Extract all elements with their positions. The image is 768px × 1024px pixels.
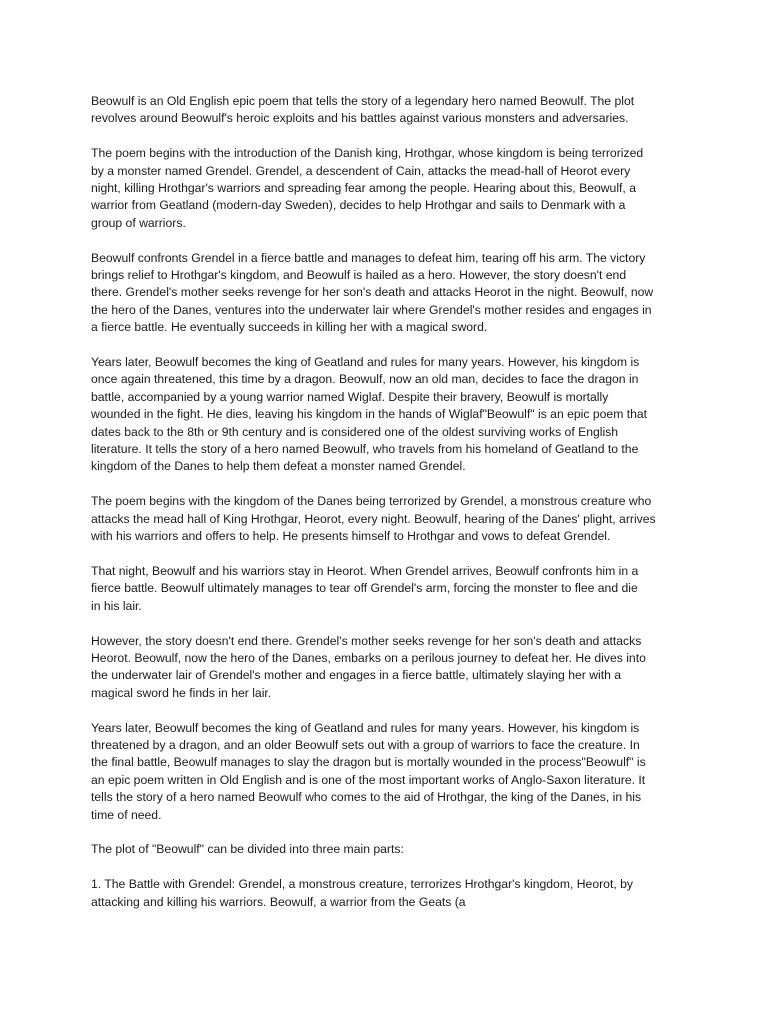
text-line: dates back to the 8th or 9th century and is considered one of the oldest surviving works of English	[91, 424, 619, 439]
paragraph	[91, 250, 691, 337]
paragraph	[91, 493, 691, 545]
paragraph	[91, 633, 691, 703]
paragraph	[91, 354, 691, 476]
text-line: fierce battle. Beowulf ultimately manages to tear off Grendel's arm, forcing the monster to flee and die	[91, 581, 638, 596]
text-line: Heorot. Beowulf, now the hero of the Danes, embarks on a perilous journey to defeat her. He dives into	[91, 650, 646, 665]
text-line: attacking and killing his warriors. Beowulf, a warrior from the Geats (a	[91, 894, 466, 909]
document-body	[91, 93, 691, 928]
text-line: Beowulf confronts Grendel in a fierce battle and manages to defeat him, tearing off his arm. The victory	[91, 250, 646, 265]
text-line: tells the story of a hero named Beowulf who comes to the aid of Hrothgar, the king of the Danes, in his	[91, 790, 642, 805]
text-line: Beowulf is an Old English epic poem that tells the story of a legendary hero named Beowulf. The plot	[91, 94, 635, 108]
text-line: The plot of "Beowulf" can be divided into three main parts:	[91, 842, 404, 857]
text-line: kingdom of the Danes to help them defeat a monster named Grendel.	[91, 459, 466, 474]
text-line: a fierce battle. He eventually succeeds in killing her with a magical sword.	[91, 320, 488, 335]
text-line: an epic poem written in Old English and is one of the most important works of Anglo-Saxon literature. It	[91, 772, 646, 787]
text-line: time of need.	[91, 807, 162, 822]
paragraph	[91, 841, 691, 858]
text-line: threatened by a dragon, and an older Beowulf sets out with a group of warriors to face the creature. In	[91, 737, 640, 752]
text-line: in his lair.	[91, 598, 142, 613]
paragraph	[91, 563, 691, 615]
text-line: group of warriors.	[91, 215, 186, 230]
text-line: once again threatened, this time by a dragon. Beowulf, now an old man, decides to face the dragon in	[91, 372, 639, 387]
text-line: by a monster named Grendel. Grendel, a descendent of Cain, attacks the mead-hall of Heorot every	[91, 163, 631, 178]
text-line: night, killing Hrothgar's warriors and spreading fear among the people. Hearing about this, Beowulf, a	[91, 181, 636, 196]
text-line: the final battle, Beowulf manages to slay the dragon but is mortally wounded in the process"Beowulf" is	[91, 755, 646, 770]
text-line: Years later, Beowulf becomes the king of Geatland and rules for many years. However, his kingdom is	[91, 720, 640, 735]
text-line: Years later, Beowulf becomes the king of Geatland and rules for many years. However, his kingdom is	[91, 355, 640, 370]
text-line: the hero of the Danes, ventures into the underwater lair where Grendel's mother resides and engages in	[91, 302, 652, 317]
text-line: That night, Beowulf and his warriors stay in Heorot. When Grendel arrives, Beowulf confronts him in a	[91, 563, 639, 578]
text-line: attacks the mead hall of King Hrothgar, Heorot, every night. Beowulf, hearing of the Danes' plight, arrives	[91, 511, 656, 526]
text-line: magical sword he finds in her lair.	[91, 685, 272, 700]
text-line: wounded in the fight. He dies, leaving his kingdom in the hands of Wiglaf"Beowulf" is an epic poem that	[91, 407, 648, 422]
text-line: revolves around Beowulf's heroic exploits and his battles against various monsters and adversaries.	[91, 111, 629, 126]
text-line: The poem begins with the introduction of the Danish king, Hrothgar, whose kingdom is being terrorized	[91, 146, 644, 161]
paragraph	[91, 720, 691, 824]
paragraph	[91, 876, 691, 911]
text-line: with his warriors and offers to help. He presents himself to Hrothgar and vows to defeat Grendel.	[91, 529, 611, 544]
text-line: The poem begins with the kingdom of the Danes being terrorized by Grendel, a monstrous creature who	[91, 494, 652, 509]
text-line: However, the story doesn't end there. Grendel's mother seeks revenge for her son's death and attacks	[91, 633, 642, 648]
text-line: 1. The Battle with Grendel: Grendel, a monstrous creature, terrorizes Hrothgar's kingdom, Heorot, by	[91, 877, 633, 892]
paragraph	[91, 145, 691, 232]
text-line: brings relief to Hrothgar's kingdom, and Beowulf is hailed as a hero. However, the story doesn't end	[91, 268, 627, 283]
text-line: warrior from Geatland (modern-day Sweden), decides to help Hrothgar and sails to Denmark with a	[91, 198, 626, 213]
text-line: there. Grendel's mother seeks revenge for her son's death and attacks Heorot in the night. Beowulf, now	[91, 285, 654, 300]
text-line: the underwater lair of Grendel's mother and engages in a fierce battle, ultimately slaying her with a	[91, 668, 622, 683]
text-line: battle, accompanied by a young warrior named Wiglaf. Despite their bravery, Beowulf is mortally	[91, 389, 609, 404]
paragraph	[91, 93, 691, 128]
text-line: literature. It tells the story of a hero named Beowulf, who travels from his homeland of Geatland to the	[91, 442, 639, 457]
